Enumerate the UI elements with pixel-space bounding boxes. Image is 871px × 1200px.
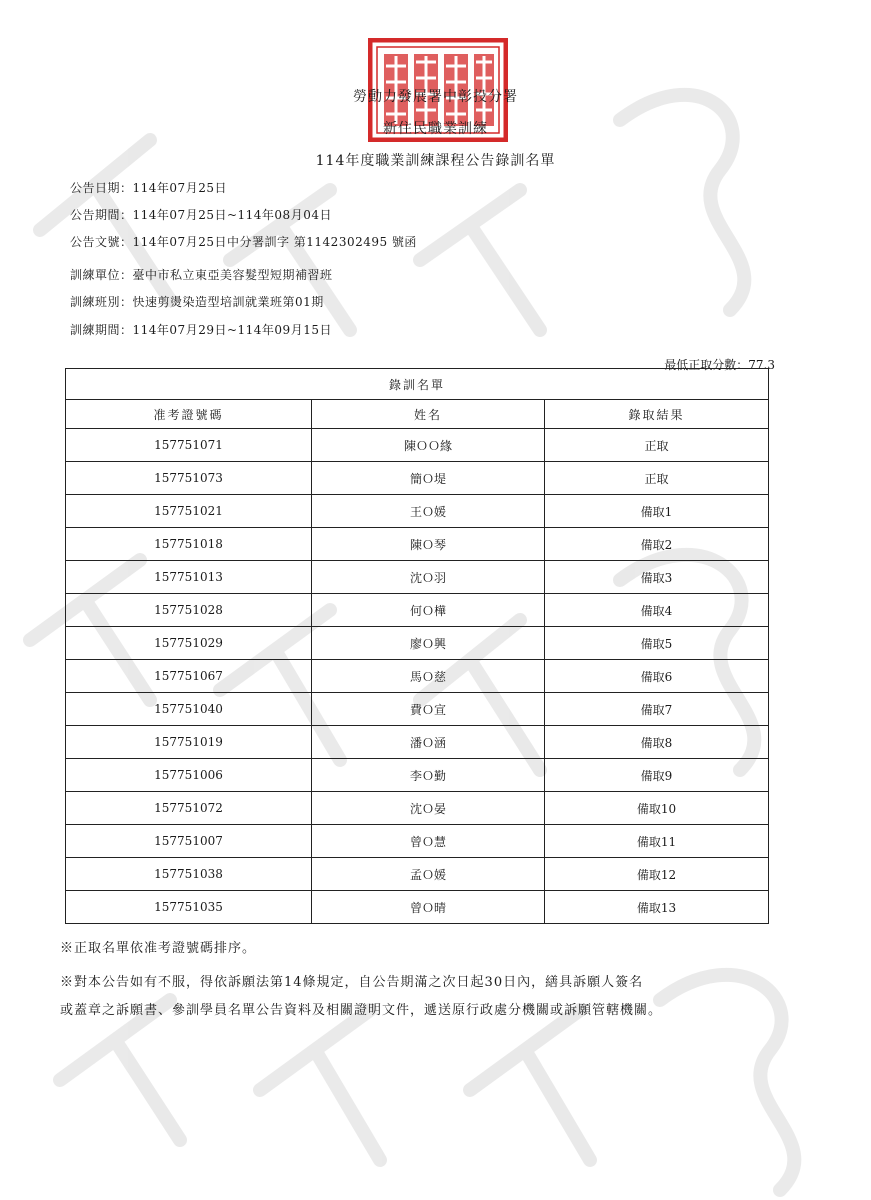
exam-number-cell: 157751007 <box>66 825 312 858</box>
minimum-score: 最低正取分數：77.3 <box>664 358 775 372</box>
table-row <box>66 594 769 627</box>
agency-name: 勞動力發展署中彰投分署 <box>353 89 518 105</box>
result-cell: 備取4 <box>545 594 769 627</box>
exam-number-cell: 157751040 <box>66 693 312 726</box>
result-cell: 備取5 <box>545 627 769 660</box>
student-name-cell: 潘Ｏ涵 <box>312 726 545 759</box>
student-name-cell: 簡Ｏ堤 <box>312 462 545 495</box>
student-name-cell: 沈Ｏ晏 <box>312 792 545 825</box>
column-header-name: 姓名 <box>312 400 545 429</box>
column-header-result: 錄取結果 <box>545 400 769 429</box>
result-cell: 備取8 <box>545 726 769 759</box>
result-cell: 備取11 <box>545 825 769 858</box>
table-row <box>66 891 769 924</box>
exam-number-cell: 157751021 <box>66 495 312 528</box>
document-title: 114年度職業訓練課程公告錄訓名單 <box>315 153 556 169</box>
result-cell: 正取 <box>545 429 769 462</box>
training-period: 訓練期間：114年07月29日~114年09月15日 <box>70 323 332 337</box>
table-row <box>66 561 769 594</box>
table-row <box>66 429 769 462</box>
note-appeal-line-1: ※對本公告如有不服，得依訴願法第14條規定，自公告期滿之次日起30日內，繕具訴願人簽名 <box>60 975 644 990</box>
announce-date: 公告日期：114年07月25日 <box>70 181 227 195</box>
student-name-cell: 沈Ｏ羽 <box>312 561 545 594</box>
result-cell: 備取13 <box>545 891 769 924</box>
exam-number-cell: 157751071 <box>66 429 312 462</box>
table-row <box>66 726 769 759</box>
exam-number-cell: 157751038 <box>66 858 312 891</box>
result-cell: 備取6 <box>545 660 769 693</box>
exam-number-cell: 157751028 <box>66 594 312 627</box>
student-name-cell: 廖Ｏ興 <box>312 627 545 660</box>
table-row <box>66 528 769 561</box>
student-name-cell: 孟Ｏ媛 <box>312 858 545 891</box>
table-row <box>66 858 769 891</box>
student-name-cell: 曾Ｏ晴 <box>312 891 545 924</box>
announce-period: 公告期間：114年07月25日~114年08月04日 <box>70 208 332 222</box>
student-name-cell: 陳ＯＯ緣 <box>312 429 545 462</box>
exam-number-cell: 157751019 <box>66 726 312 759</box>
student-name-cell: 費Ｏ宣 <box>312 693 545 726</box>
note-sort-order: ※正取名單依准考證號碼排序。 <box>60 941 257 956</box>
result-cell: 備取10 <box>545 792 769 825</box>
announce-doc-number: 公告文號：114年07月25日中分署訓字 第1142302495 號函 <box>70 235 417 249</box>
result-cell: 備取2 <box>545 528 769 561</box>
exam-number-cell: 157751073 <box>66 462 312 495</box>
exam-number-cell: 157751006 <box>66 759 312 792</box>
table-row <box>66 693 769 726</box>
exam-number-cell: 157751018 <box>66 528 312 561</box>
result-cell: 正取 <box>545 462 769 495</box>
exam-number-cell: 157751013 <box>66 561 312 594</box>
table-row <box>66 792 769 825</box>
student-name-cell: 何Ｏ樺 <box>312 594 545 627</box>
student-name-cell: 王Ｏ媛 <box>312 495 545 528</box>
result-cell: 備取7 <box>545 693 769 726</box>
exam-number-cell: 157751072 <box>66 792 312 825</box>
exam-number-cell: 157751029 <box>66 627 312 660</box>
column-header-exam-number: 准考證號碼 <box>66 400 312 429</box>
program-name: 新住民職業訓練 <box>383 121 488 137</box>
exam-number-cell: 157751067 <box>66 660 312 693</box>
exam-number-cell: 157751035 <box>66 891 312 924</box>
table-row <box>66 495 769 528</box>
training-unit: 訓練單位：臺中市私立東亞美容髮型短期補習班 <box>70 268 333 282</box>
result-cell: 備取1 <box>545 495 769 528</box>
table-row <box>66 627 769 660</box>
admission-list-table <box>65 368 769 924</box>
result-cell: 備取12 <box>545 858 769 891</box>
result-cell: 備取9 <box>545 759 769 792</box>
student-name-cell: 馬Ｏ慈 <box>312 660 545 693</box>
table-row <box>66 759 769 792</box>
table-row <box>66 825 769 858</box>
table-caption: 錄訓名單 <box>66 369 769 400</box>
student-name-cell: 陳Ｏ琴 <box>312 528 545 561</box>
table-row <box>66 462 769 495</box>
student-name-cell: 李Ｏ勤 <box>312 759 545 792</box>
training-class: 訓練班別：快速剪燙染造型培訓就業班第01期 <box>70 295 324 309</box>
result-cell: 備取3 <box>545 561 769 594</box>
student-name-cell: 曾Ｏ慧 <box>312 825 545 858</box>
note-appeal-line-2: 或蓋章之訴願書、參訓學員名單公告資料及相關證明文件，遞送原行政處分機關或訴願管轄機關。 <box>60 1003 663 1018</box>
table-row <box>66 660 769 693</box>
